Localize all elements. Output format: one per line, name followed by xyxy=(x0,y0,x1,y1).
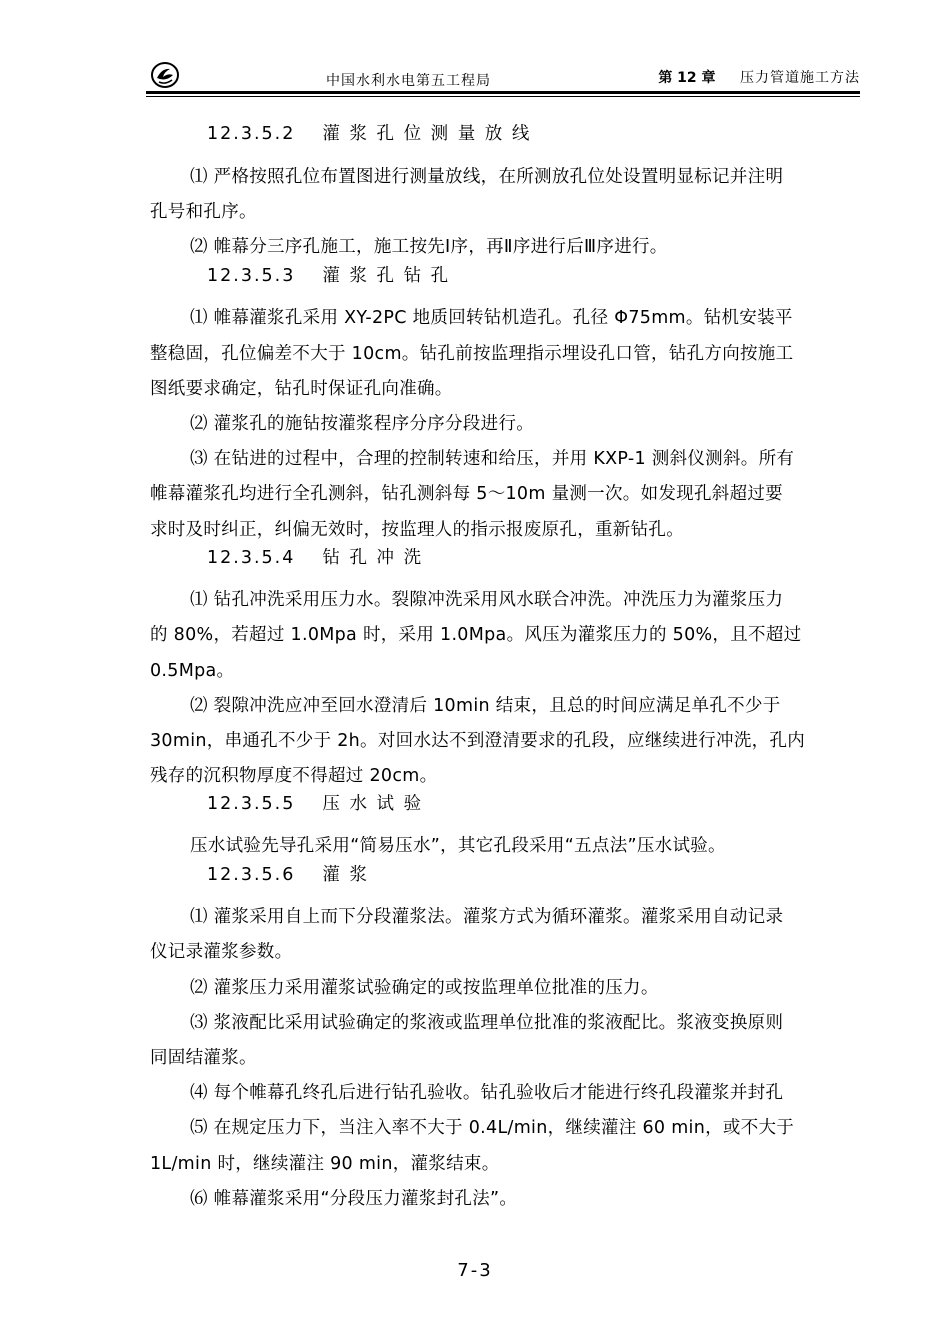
paragraph-line: 同固结灌浆。 xyxy=(150,1048,257,1068)
section-heading: 12.3.5.5 压 水 试 验 xyxy=(207,794,424,814)
page-number: 7-3 xyxy=(457,1260,493,1281)
page-header xyxy=(146,56,860,96)
chapter-title: 压力管道施工方法 xyxy=(740,70,860,86)
paragraph-line: ⑶ 在钻进的过程中，合理的控制转速和给压，并用 KXP-1 测斜仪测斜。所有 xyxy=(190,449,795,469)
organization-name: 中国水利水电第五工程局 xyxy=(326,73,491,89)
hydropower-logo-icon xyxy=(150,60,180,90)
section-heading: 12.3.5.2 灌 浆 孔 位 测 量 放 线 xyxy=(207,124,532,144)
header-rule-thin xyxy=(146,96,860,97)
chapter-info xyxy=(658,67,860,87)
paragraph-line: 的 80%，若超过 1.0Mpa 时，采用 1.0Mpa。风压为灌浆压力的 50%，且不超过 xyxy=(150,625,802,645)
paragraph-line: ⑴ 钻孔冲洗采用压力水。裂隙冲洗采用风水联合冲洗。冲洗压力为灌浆压力 xyxy=(190,590,784,610)
paragraph-line: 图纸要求确定，钻孔时保证孔向准确。 xyxy=(150,379,453,399)
paragraph-line: 求时及时纠正，纠偏无效时，按监理人的指示报废原孔，重新钻孔。 xyxy=(150,520,684,540)
paragraph-line: ⑹ 帷幕灌浆采用“分段压力灌浆封孔法”。 xyxy=(190,1189,518,1209)
paragraph-line: ⑴ 帷幕灌浆孔采用 XY-2PC 地质回转钻机造孔。孔径 Φ75mm。钻机安装平 xyxy=(190,308,793,328)
paragraph-line: 1L/min 时，继续灌注 90 min，灌浆结束。 xyxy=(150,1154,500,1174)
header-rule-thick xyxy=(146,91,860,94)
paragraph-line: 残存的沉积物厚度不得超过 20cm。 xyxy=(150,766,438,786)
section-heading: 12.3.5.4 钻 孔 冲 洗 xyxy=(207,548,424,568)
paragraph-line: ⑴ 严格按照孔位布置图进行测量放线，在所测放孔位处设置明显标记并注明 xyxy=(190,167,784,187)
paragraph-line: ⑸ 在规定压力下，当注入率不大于 0.4L/min，继续灌注 60 min，或不大于 xyxy=(190,1118,795,1138)
paragraph-line: 帷幕灌浆孔均进行全孔测斜，钻孔测斜每 5～10m 量测一次。如发现孔斜超过要 xyxy=(150,484,783,504)
chapter-number: 第 12 章 xyxy=(658,70,716,86)
paragraph-line: 整稳固，孔位偏差不大于 10cm。钻孔前按监理指示埋设孔口管，钻孔方向按施工 xyxy=(150,344,794,364)
paragraph-line: 压水试验先导孔采用“简易压水”，其它孔段采用“五点法”压水试验。 xyxy=(190,836,726,856)
paragraph-line: ⑵ 灌浆孔的施钻按灌浆程序分序分段进行。 xyxy=(190,414,535,434)
paragraph-line: ⑵ 帷幕分三序孔施工，施工按先Ⅰ序，再Ⅱ序进行后Ⅲ序进行。 xyxy=(190,237,668,257)
paragraph-line: 0.5Mpa。 xyxy=(150,661,235,681)
section-heading: 12.3.5.3 灌 浆 孔 钻 孔 xyxy=(207,266,451,286)
paragraph-line: 仪记录灌浆参数。 xyxy=(150,942,293,962)
paragraph-line: ⑴ 灌浆采用自上而下分段灌浆法。灌浆方式为循环灌浆。灌浆采用自动记录 xyxy=(190,907,784,927)
paragraph-line: ⑶ 浆液配比采用试验确定的浆液或监理单位批准的浆液配比。浆液变换原则 xyxy=(190,1013,784,1033)
section-heading: 12.3.5.6 灌 浆 xyxy=(207,865,369,885)
paragraph-line: ⑵ 裂隙冲洗应冲至回水澄清后 10min 结束，且总的时间应满足单孔不少于 xyxy=(190,696,781,716)
paragraph-line: 30min，串通孔不少于 2h。对回水达不到澄清要求的孔段，应继续进行冲洗，孔内 xyxy=(150,731,806,751)
paragraph-line: ⑷ 每个帷幕孔终孔后进行钻孔验收。钻孔验收后才能进行终孔段灌浆并封孔 xyxy=(190,1083,784,1103)
paragraph-line: 孔号和孔序。 xyxy=(150,202,257,222)
paragraph-line: ⑵ 灌浆压力采用灌浆试验确定的或按监理单位批准的压力。 xyxy=(190,978,659,998)
